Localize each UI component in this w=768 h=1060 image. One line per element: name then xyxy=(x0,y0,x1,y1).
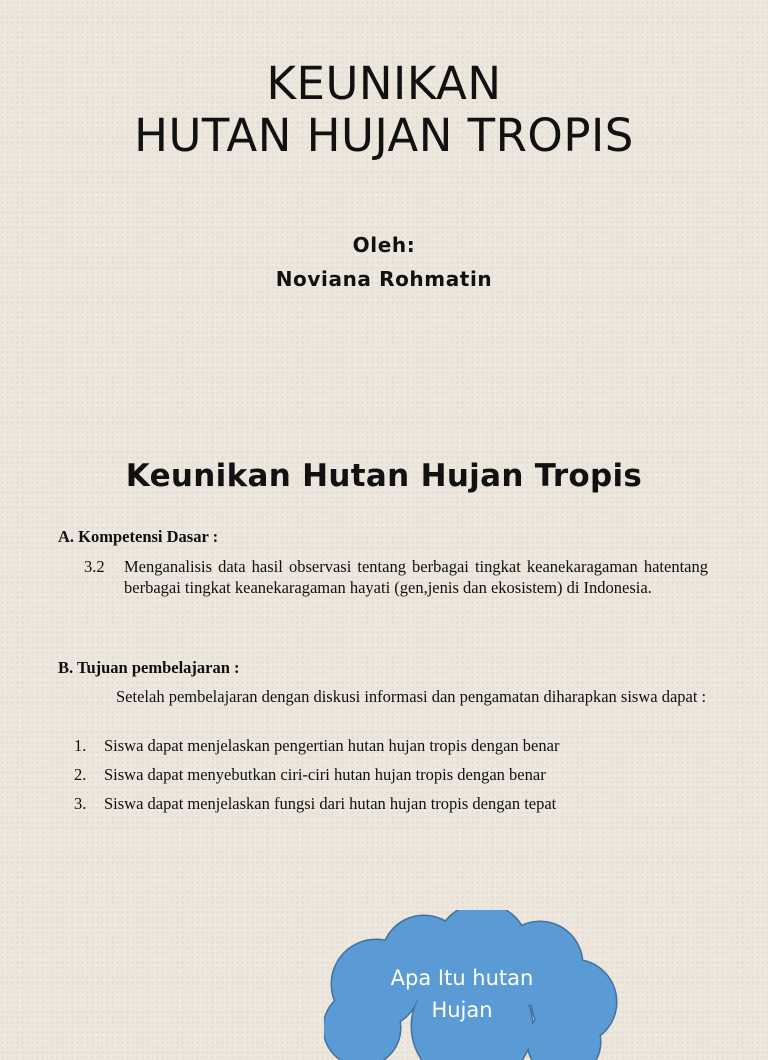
author-name: Noviana Rohmatin xyxy=(275,267,493,291)
section-title: Keunikan Hutan Hujan Tropis xyxy=(125,458,643,494)
cloud-label[interactable] xyxy=(346,962,578,1026)
kompetensi-heading: A. Kompetensi Dasar : xyxy=(58,527,219,546)
list-item-number: 3. xyxy=(74,794,87,813)
slide-title xyxy=(0,58,768,162)
list-item-number: 1. xyxy=(74,736,87,755)
list-item: Siswa dapat menjelaskan pengertian hutan hujan tropis dengan benar xyxy=(104,736,560,755)
cloud-label-line-1: Apa Itu hutan xyxy=(390,966,534,990)
kompetensi-number: 3.2 xyxy=(84,557,105,576)
tujuan-heading: B. Tujuan pembelajaran : xyxy=(58,658,240,677)
list-item: Siswa dapat menjelaskan fungsi dari hutan hujan tropis dengan tepat xyxy=(104,794,557,813)
cloud-label-line-2: Hujan xyxy=(431,998,493,1022)
kompetensi-text: Menganalisis data hasil observasi tentang berbagai tingkat keanekaragaman hatentang berbagai tingkat keanekaragaman hayati (gen,jenis dan ekosistem) di Indonesia. xyxy=(124,557,708,597)
list-item-number: 2. xyxy=(74,765,87,784)
title-line-2: HUTAN HUJAN TROPIS xyxy=(134,109,634,162)
author-label: Oleh: xyxy=(352,233,416,257)
author-block xyxy=(0,228,768,296)
title-line-1: KEUNIKAN xyxy=(266,57,502,110)
list-item: Siswa dapat menyebutkan ciri-ciri hutan hujan tropis dengan benar xyxy=(104,765,546,784)
tujuan-intro: Setelah pembelajaran dengan diskusi informasi dan pengamatan diharapkan siswa dapat : xyxy=(116,687,707,706)
